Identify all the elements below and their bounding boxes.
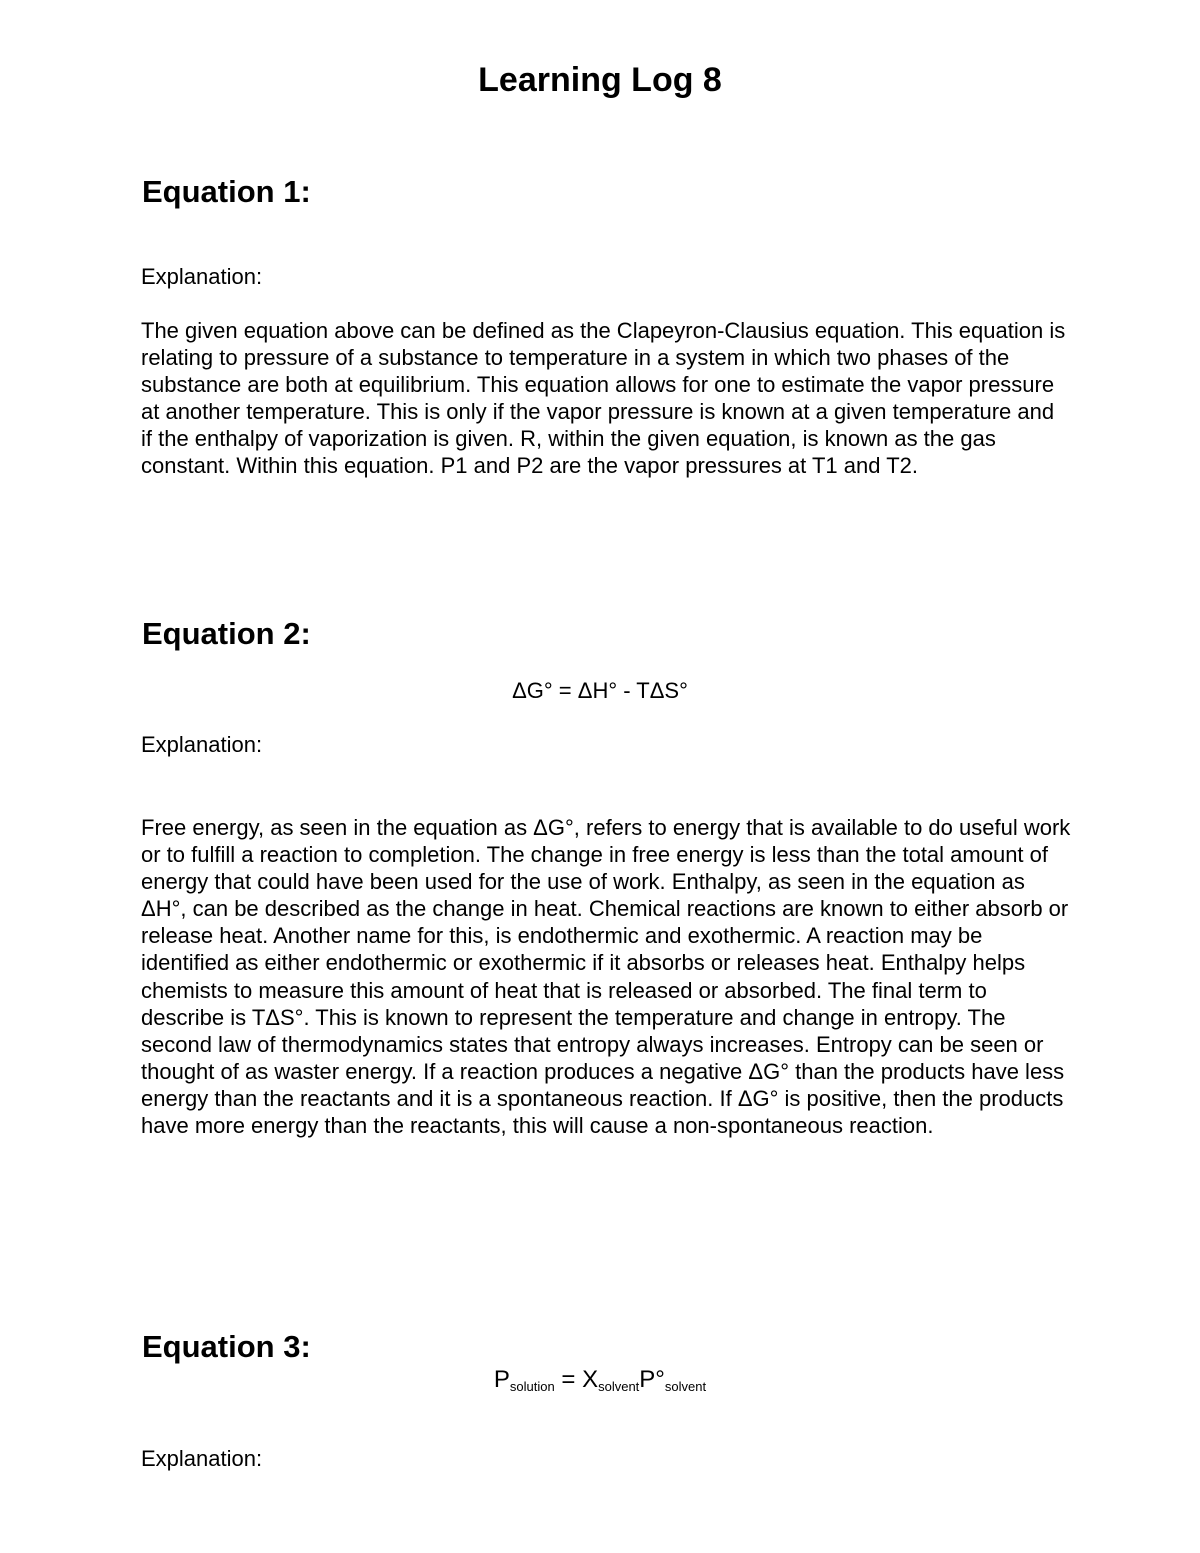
eq3-equals: = (554, 1366, 583, 1393)
section-1-explanation-label: Explanation: (141, 264, 263, 289)
eq3-x: X (582, 1366, 599, 1393)
raoult-equation (0, 1365, 1200, 1398)
eq3-p2: P° (639, 1366, 665, 1393)
section-1-paragraph: The given equation above can be defined as the Clapeyron-Clausius equation. This equation is relating to pressure of a substance to temperature in a system in which two phases of the substance are both at equilibrium. This equation allows for one to estimate the vapor pressure at another temperature. This is only if the vapor pressure is known at a given temperature and if the enthalpy of vaporization is given. R, within the given equation, is known as the gas constant. Within this equation. P1 and P2 are the vapor pressures at T1 and T2. (141, 318, 1066, 479)
document-title: Learning Log 8 (478, 61, 722, 99)
section-1-heading: Equation 1: (142, 174, 311, 209)
eq3-sub-solvent-2: solvent (664, 1379, 707, 1394)
section-3-heading: Equation 3: (142, 1329, 311, 1364)
eq3-p1: P (493, 1366, 510, 1393)
section-2-heading: Equation 2: (142, 616, 311, 651)
eq3-sub-solvent-1: solvent (598, 1379, 640, 1394)
section-2-explanation-label: Explanation: (141, 732, 263, 757)
eq3-sub-solution: solution (509, 1379, 555, 1394)
section-2-paragraph: Free energy, as seen in the equation as ΔG°, refers to energy that is available to do useful work or to fulfill a reaction to completion. The change in free energy is less than the total amount of energy that could have been used for the use of work. Enthalpy, as seen in the equation as ΔH°, can be described as the change in heat. Chemical reactions are known to either absorb or release heat. Another name for this, is endothermic and exothermic. A reaction may be identified as either endothermic or exothermic if it absorbs or releases heat. Enthalpy helps chemists to measure this amount of heat that is released or absorbed. The final term to describe is TΔS°. This is known to represent the temperature and change in entropy. The second law of thermodynamics states that entropy always increases. Entropy can be seen or thought of as waster energy. If a reaction produces a negative ΔG° than the products have less energy than the reactants and it is a spontaneous reaction. If ΔG° is positive, then the products have more energy than the reactants, this will cause a non-spontaneous reaction. (141, 815, 1071, 1139)
section-3-explanation-label: Explanation: (141, 1446, 263, 1471)
gibbs-equation: ΔG° = ΔH° - TΔS° (512, 678, 688, 703)
